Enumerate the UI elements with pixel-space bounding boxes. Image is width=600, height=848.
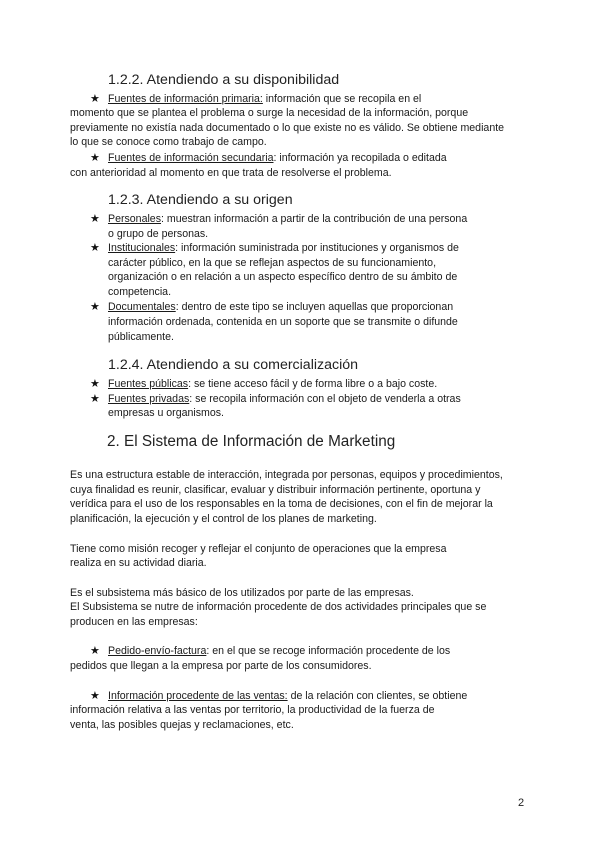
heading-origen: 1.2.3. Atendiendo a su origen (108, 192, 293, 208)
term: Información procedente de las ventas: (108, 690, 288, 702)
heading-disponibilidad: 1.2.2. Atendiendo a su disponibilidad (108, 72, 340, 88)
star-bullet-icon: ★ (90, 93, 100, 105)
list-item-cont: información relativa a las ventas por territorio, la productividad de la fuerza de (70, 704, 435, 716)
item-text: : información suministrada por instituciones y organismos de (175, 242, 459, 254)
paragraph-line: Tiene como misión recoger y reflejar el conjunto de operaciones que la empresa (70, 543, 447, 555)
page-number: 2 (518, 797, 525, 809)
term: Institucionales (108, 242, 176, 254)
list-item-cont: información ordenada, contenida en un soporte que se transmite o difunde (108, 316, 458, 328)
star-bullet-icon: ★ (90, 393, 100, 405)
term: Fuentes de información primaria: (108, 93, 263, 105)
list-item-cont: pedidos que llegan a la empresa por parte de los consumidores. (70, 660, 372, 672)
list-item (108, 689, 467, 703)
list-item (108, 392, 461, 406)
term: Documentales (108, 301, 176, 313)
item-text: información que se recopila en el (262, 93, 422, 105)
list-item (108, 212, 467, 226)
list-item-cont: momento que se plantea el problema o surge la necesidad de la información, porque (70, 107, 469, 119)
star-bullet-icon: ★ (90, 242, 100, 254)
list-item-cont: carácter público, en la que se reflejan aspectos de su funcionamiento, (108, 257, 437, 269)
list-item-cont: organización o en relación a un aspecto específico dentro de su ámbito de (108, 271, 458, 283)
item-text: : se tiene acceso fácil y de forma libre o a bajo coste. (188, 378, 438, 390)
star-bullet-icon: ★ (90, 378, 100, 390)
item-text: : muestran información a partir de la contribución de una persona (161, 213, 468, 225)
term: Pedido-envío-factura (108, 645, 207, 657)
list-item-cont: previamente no existía nada documentado o lo que existe no es válido. Se obtiene mediante (70, 122, 505, 134)
paragraph-line: cuya finalidad es reunir, clasificar, evaluar y distribuir información pertinente, oportuna y (70, 484, 481, 496)
paragraph-line: producen en las empresas: (70, 616, 198, 628)
paragraph-line: Es el subsistema más básico de los utilizados por parte de las empresas. (70, 587, 414, 599)
paragraph-line: Es una estructura estable de interacción, integrada por personas, equipos y procedimientos, (70, 469, 503, 481)
star-bullet-icon: ★ (90, 213, 100, 225)
term: Fuentes privadas (108, 393, 190, 405)
paragraph-line: verídica para el uso de los responsables en la toma de decisiones, con el fin de mejorar la (70, 498, 493, 510)
list-item (108, 151, 447, 165)
list-item-cont: empresas u organismos. (108, 407, 224, 419)
list-item (108, 92, 421, 106)
list-item-cont: públicamente. (108, 331, 174, 343)
item-text: : se recopila información con el objeto de venderla a otras (189, 393, 461, 405)
list-item-cont: competencia. (108, 286, 172, 298)
paragraph-line: realiza en su actividad diaria. (70, 557, 207, 569)
item-text: : en el que se recoge información procedente de los (206, 645, 451, 657)
list-item-cont: con anterioridad al momento en que trata de resolverse el problema. (70, 167, 392, 179)
star-bullet-icon: ★ (90, 152, 100, 164)
heading-sim: 2. El Sistema de Información de Marketing (107, 433, 396, 450)
item-text: de la relación con clientes, se obtiene (287, 690, 468, 702)
term: Fuentes públicas (108, 378, 189, 390)
term: Fuentes de información secundaria (108, 152, 274, 164)
item-text: : información ya recopilada o editada (273, 152, 447, 164)
list-item-cont: lo que se conoce como trabajo de campo. (70, 136, 267, 148)
star-bullet-icon: ★ (90, 690, 100, 702)
list-item (108, 644, 450, 658)
item-text: : dentro de este tipo se incluyen aquellas que proporcionan (175, 301, 454, 313)
list-item-cont: venta, las posibles quejas y reclamaciones, etc. (70, 719, 294, 731)
list-item (108, 241, 459, 255)
term: Personales (108, 213, 161, 225)
heading-comercializacion: 1.2.4. Atendiendo a su comercialización (108, 357, 359, 373)
star-bullet-icon: ★ (90, 301, 100, 313)
list-item (108, 377, 437, 391)
paragraph-line: El Subsistema se nutre de información procedente de dos actividades principales que se (70, 601, 487, 613)
list-item (108, 300, 453, 314)
list-item-cont: o grupo de personas. (108, 228, 209, 240)
star-bullet-icon: ★ (90, 645, 100, 657)
paragraph-line: planificación, la ejecución y el control de los planes de marketing. (70, 513, 377, 525)
